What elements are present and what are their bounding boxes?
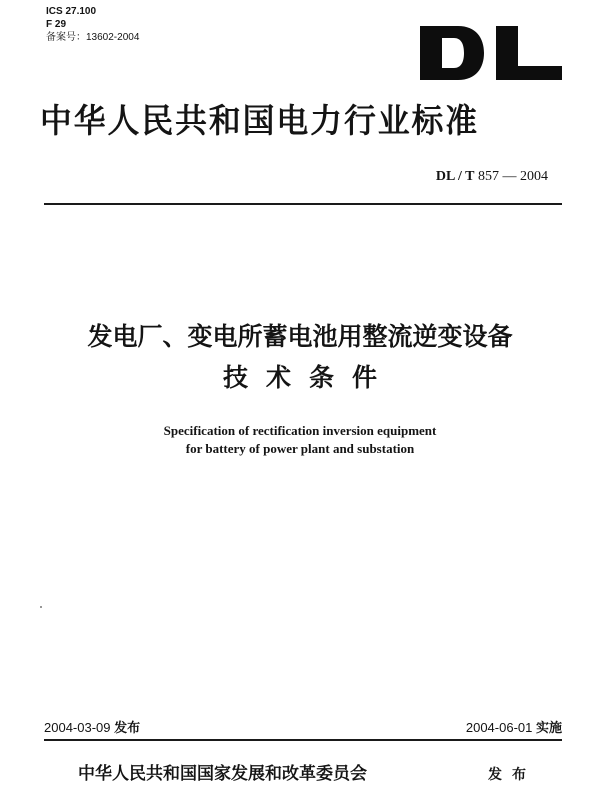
dl-logo xyxy=(418,24,564,82)
top-divider xyxy=(44,203,562,205)
document-title-cn-line-1: 发电厂、变电所蓄电池用整流逆变设备 xyxy=(87,322,513,351)
bottom-divider xyxy=(44,739,562,741)
issue-date xyxy=(44,720,140,737)
standard-code-prefix: DL / T xyxy=(435,169,475,184)
logo-letter-d xyxy=(420,26,484,80)
implementation-date xyxy=(466,720,562,737)
implementation-label: 实施 xyxy=(535,721,562,736)
publisher-name: 中华人民共和国国家发展和改革委员会 xyxy=(78,764,367,784)
standard-code xyxy=(436,169,548,185)
document-title-en-line-1: Specification of rectification inversion equipment xyxy=(163,423,437,438)
publish-label: 发布 xyxy=(488,767,536,783)
industry-standard-title: 中华人民共和国电力行业标准 xyxy=(40,101,480,140)
document-title-en-line-2: for battery of power plant and substation xyxy=(185,441,415,456)
ics-code: ICS 27.100 xyxy=(46,6,97,17)
classification-code: F 29 xyxy=(46,19,67,30)
document-title-cn-line-2: 技术条件 xyxy=(222,363,395,392)
record-number: 备案号：13602-2004 xyxy=(46,32,140,43)
logo-letter-l xyxy=(496,26,562,80)
issue-date-value: 2004-03-09 xyxy=(44,720,111,735)
implementation-date-value: 2004-06-01 xyxy=(465,720,533,735)
issue-label: 发布 xyxy=(114,721,141,736)
scan-speck xyxy=(40,606,42,608)
standard-code-number: 857 — 2004 xyxy=(474,169,548,184)
